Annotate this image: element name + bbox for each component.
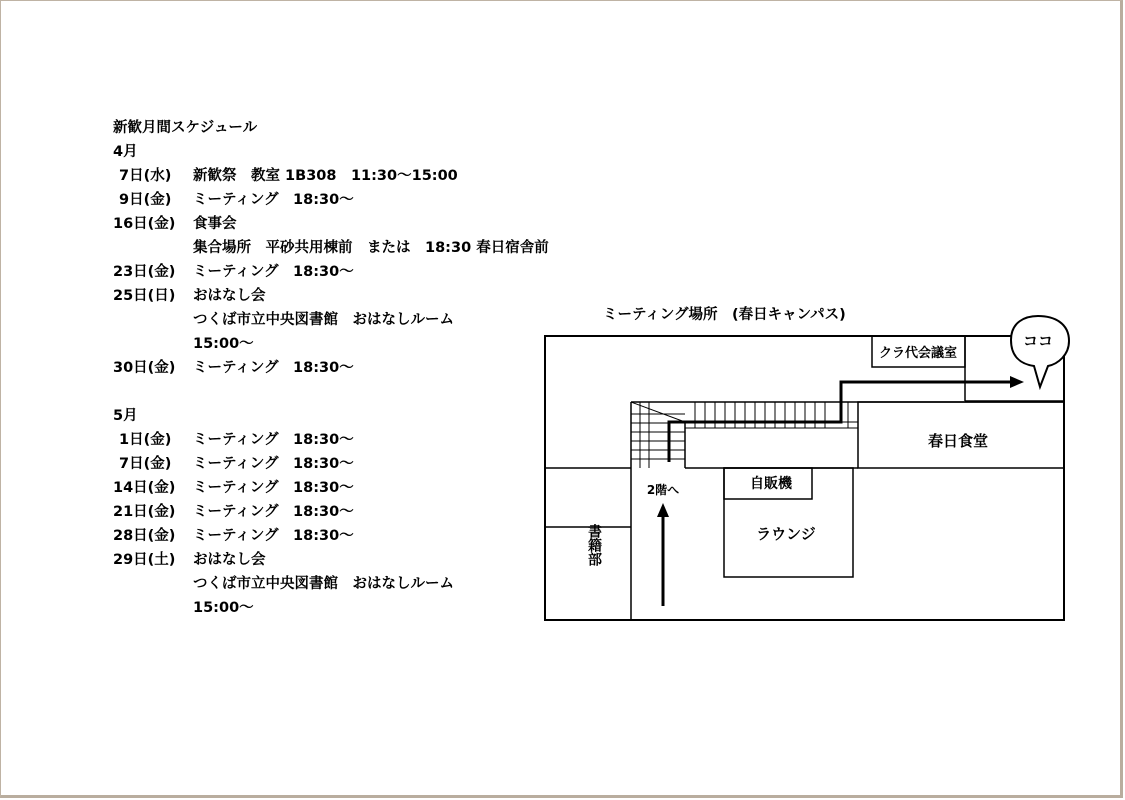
club-room-label: クラ代会議室: [878, 346, 958, 361]
up-arrowhead: [657, 503, 669, 517]
bookstore-label: 書籍部: [586, 524, 602, 566]
staircase: [631, 402, 858, 468]
map-title: ミーティング場所 (春日キャンパス): [603, 307, 846, 323]
stairs-label: 2階へ: [646, 483, 680, 497]
vending-label: 自販機: [750, 476, 792, 492]
route-arrowhead: [1010, 376, 1024, 388]
route-arrow: [669, 382, 1012, 462]
callout-label: ココ: [1022, 332, 1054, 350]
lounge-label: ラウンジ: [756, 525, 816, 543]
callout-bubble: [1011, 316, 1069, 387]
cafeteria-label: 春日食堂: [927, 432, 989, 450]
